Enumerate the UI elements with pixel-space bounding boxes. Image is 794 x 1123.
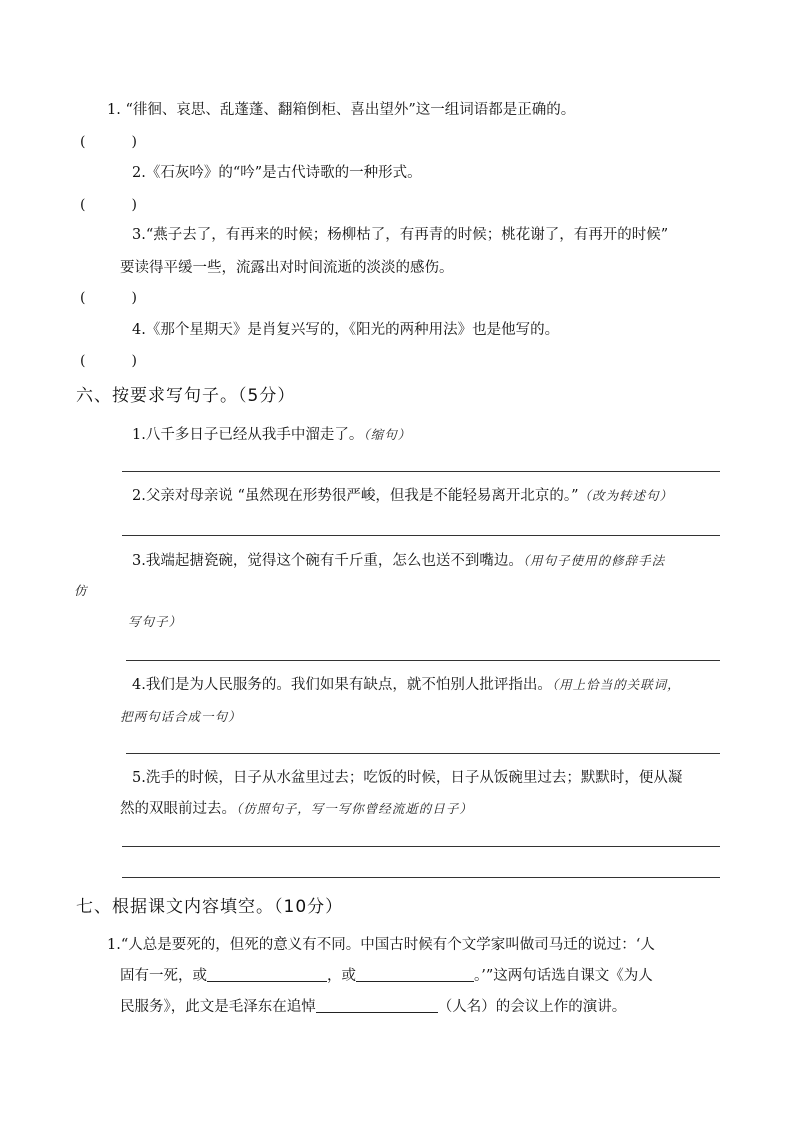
item-number: 2. bbox=[132, 488, 146, 504]
item-instruction: （改为转述句） bbox=[578, 488, 674, 503]
item-number: 3. bbox=[132, 227, 146, 243]
item-number: 4. bbox=[132, 677, 146, 693]
judge-item-4 bbox=[132, 320, 559, 340]
judge-item-2 bbox=[132, 163, 422, 183]
judge-item-1 bbox=[107, 100, 575, 120]
item-number: 5. bbox=[132, 770, 146, 786]
item-text: 洗手的时候，日子从水盆里过去；吃饭的时候，日子从饭碗里过去；默默时，便从凝 bbox=[145, 770, 683, 786]
s7-item-1-line2: 固有一死，或 ，或 。’”这两句话选自课文《为人 bbox=[120, 968, 653, 984]
item-text: 《那个星期天》是肖复兴写的，《阳光的两种用法》也是他写的。 bbox=[145, 322, 560, 338]
item-number: 1. bbox=[107, 937, 121, 953]
s6-item-3-note-cont2: 写句子） bbox=[128, 614, 183, 629]
s6-item-5 bbox=[132, 768, 682, 788]
item-text: “人总是要死的，但死的意义有不同。中国古时候有个文学家叫做司马迁的说过：‘人 bbox=[120, 937, 655, 953]
answer-line[interactable] bbox=[122, 846, 720, 847]
item-text: 父亲对母亲说 “虽然现在形势很严峻，但我是不能轻易离开北京的。” bbox=[145, 488, 579, 504]
answer-line[interactable] bbox=[126, 660, 720, 661]
fill-blank-name[interactable] bbox=[316, 997, 438, 1013]
s6-item-3 bbox=[132, 551, 665, 571]
item-instruction: （用上恰当的关联词， bbox=[551, 677, 681, 692]
item-text: “徘徊、哀思、乱蓬蓬、翻箱倒柜、喜出望外”这一组词语都是正确的。 bbox=[125, 102, 576, 118]
item-text: “燕子去了，有再来的时候；杨柳枯了，有再青的时候；桃花谢了，有再开的时候” bbox=[145, 227, 669, 243]
answer-line[interactable] bbox=[122, 471, 720, 472]
answer-line[interactable] bbox=[122, 877, 720, 878]
s6-item-4-note-cont: 把两句话合成一句） bbox=[120, 709, 242, 724]
fill-blank-2[interactable] bbox=[356, 966, 474, 982]
s7-item-1-line3: 民服务》，此文是毛泽东在追悼 （人名）的会议上作的演讲。 bbox=[120, 999, 627, 1015]
s6-item-3-note-cont: 仿 bbox=[74, 583, 88, 598]
answer-paren-1[interactable]: ( ) bbox=[80, 134, 137, 150]
fill-blank-1[interactable] bbox=[207, 966, 327, 982]
s6-item-2 bbox=[132, 486, 673, 506]
section-7-heading: 七、根据课文内容填空。（10分） bbox=[76, 897, 344, 917]
item-number: 3. bbox=[132, 553, 146, 569]
item-number: 1. bbox=[132, 427, 146, 443]
item-instruction: （仿照句子，写一写你曾经流逝的日子） bbox=[236, 801, 473, 816]
item-text: 我端起搪瓷碗，觉得这个碗有千斤重，怎么也送不到嘴边。 bbox=[145, 553, 523, 569]
item-text: 八千多日子已经从我手中溜走了。 bbox=[145, 427, 364, 443]
s6-item-5-cont bbox=[120, 799, 473, 819]
item-instruction: （用句子使用的修辞手法 bbox=[522, 553, 666, 568]
item-number: 2. bbox=[132, 165, 146, 181]
item-instruction: （缩句） bbox=[363, 427, 412, 442]
item-number: 4. bbox=[132, 322, 146, 338]
answer-paren-4[interactable]: ( ) bbox=[80, 353, 137, 369]
s7-item-1-line1 bbox=[107, 935, 655, 955]
judge-item-3-cont: 要读得平缓一些，流露出对时间流逝的淡淡的感伤。 bbox=[120, 260, 454, 276]
s6-item-1 bbox=[132, 425, 411, 445]
answer-paren-3[interactable]: ( ) bbox=[80, 290, 137, 306]
judge-item-3 bbox=[132, 225, 668, 245]
answer-line[interactable] bbox=[122, 535, 720, 536]
answer-paren-2[interactable]: ( ) bbox=[80, 197, 137, 213]
item-number: 1. bbox=[107, 102, 121, 118]
answer-line[interactable] bbox=[126, 753, 720, 754]
s6-item-4 bbox=[132, 675, 681, 695]
item-text-cont: 然的双眼前过去。 bbox=[120, 801, 236, 817]
item-text: 我们是为人民服务的。我们如果有缺点，就不怕别人批评指出。 bbox=[145, 677, 552, 693]
section-6-heading: 六、按要求写句子。（5分） bbox=[76, 386, 296, 406]
item-text: 《石灰吟》的“吟”是古代诗歌的一种形式。 bbox=[145, 165, 422, 181]
